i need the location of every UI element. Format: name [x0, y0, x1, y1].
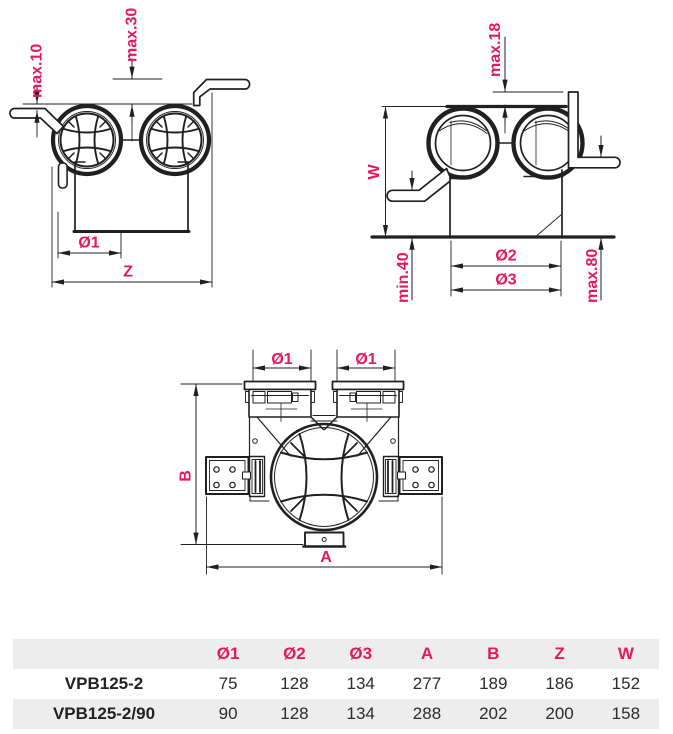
dim-label-w: W	[366, 164, 383, 180]
main-grille	[271, 424, 377, 530]
dim-dia1-front-right	[337, 350, 395, 381]
value-cell: 158	[611, 704, 641, 723]
dim-label-max30: max.30	[123, 7, 141, 62]
table-header-row	[13, 639, 659, 669]
col-header-b: B	[487, 644, 500, 663]
col-header-dia1: Ø1	[216, 644, 240, 663]
dim-dia1-side	[58, 212, 121, 258]
dim-label-dia2: Ø2	[495, 247, 517, 265]
value-cell: 288	[412, 704, 442, 723]
dimensions-table	[13, 639, 659, 729]
value-cell: 152	[611, 674, 641, 693]
model-name: VPB125-2/90	[52, 704, 156, 723]
dim-label-b: B	[177, 470, 195, 482]
value-cell: 128	[280, 674, 309, 693]
dim-label-dia1-front-left: Ø1	[271, 351, 293, 368]
hook-tab	[59, 163, 68, 188]
wall-bracket-left	[387, 169, 450, 202]
dim-dia3	[451, 272, 561, 291]
dim-label-max10: max.10	[28, 43, 46, 98]
dim-label-a: A	[320, 549, 332, 566]
col-header-dia3: Ø3	[349, 644, 373, 663]
dim-w	[366, 107, 386, 238]
col-header-a: A	[420, 644, 434, 663]
value-cell: 186	[545, 674, 574, 693]
section-view-drawing	[366, 23, 620, 303]
col-header-dia2: Ø2	[283, 644, 306, 663]
value-cell: 75	[218, 674, 238, 693]
value-cell: 200	[545, 704, 574, 723]
dim-label-max80: max.80	[584, 248, 601, 303]
col-header-w: W	[617, 644, 634, 663]
wall-bracket-right	[569, 92, 621, 168]
dim-max30	[113, 8, 162, 141]
value-cell: 90	[218, 704, 238, 723]
value-cell: 189	[479, 674, 508, 693]
value-cell: 134	[346, 674, 375, 693]
dim-label-z: Z	[123, 263, 133, 281]
value-cell: 202	[479, 704, 508, 723]
dim-max10	[29, 44, 46, 137]
wall-bracket-right	[194, 80, 250, 106]
dim-label-max18: max.18	[487, 22, 504, 77]
dim-label-min40: min.40	[395, 252, 412, 303]
dim-label-dia1-front-right: Ø1	[355, 351, 377, 368]
dim-label-dia1-side: Ø1	[78, 234, 100, 252]
table-row	[13, 699, 659, 729]
front-view-drawing	[178, 350, 443, 574]
bottom-stub	[304, 533, 346, 547]
model-name: VPB125-2	[64, 674, 144, 693]
dim-dia1-front-left	[253, 350, 311, 381]
col-header-z: Z	[554, 644, 565, 663]
dim-label-dia3: Ø3	[495, 271, 517, 289]
table-row	[13, 669, 659, 699]
side-view-drawing	[10, 8, 250, 287]
value-cell: 128	[280, 704, 309, 723]
value-cell: 134	[346, 704, 375, 723]
value-cell: 277	[412, 674, 442, 693]
